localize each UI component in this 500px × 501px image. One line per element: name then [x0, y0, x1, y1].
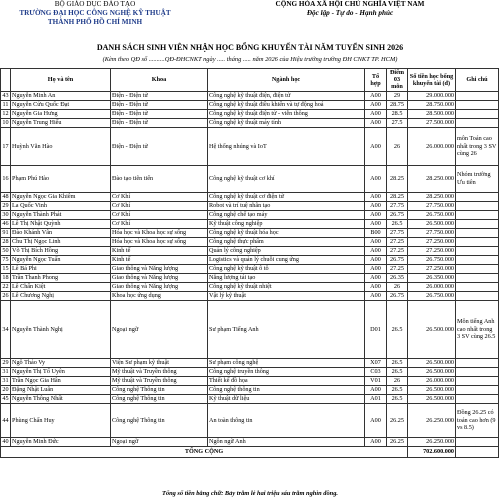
row-name: Chu Thị Ngọc Linh — [11, 237, 111, 246]
row-name: Nguyễn Cửu Quốc Đạt — [11, 100, 111, 109]
row-stt: 46 — [2, 220, 9, 227]
row-group: D01 — [365, 300, 387, 358]
table-row — [1, 291, 499, 300]
country-name: CỘNG HÒA XÃ HỘI CHỦ NGHĨA VIỆT NAM — [275, 0, 425, 8]
row-amount: 29.000.000 — [408, 91, 456, 100]
row-score: 27.75 — [387, 201, 408, 210]
row-major: Thiết kế đồ họa — [208, 376, 365, 385]
row-name: Lê Thị Nhật Quỳnh — [11, 219, 111, 228]
row-stt: 10 — [2, 119, 9, 126]
row-faculty: Viện Sư phạm kỹ thuật — [111, 358, 208, 367]
row-score: 28.25 — [387, 192, 408, 201]
row-stt: 20 — [2, 386, 9, 393]
row-faculty: Ngoại ngữ — [111, 300, 208, 358]
row-note — [456, 376, 499, 385]
row-note — [456, 385, 499, 394]
row-note — [456, 367, 499, 376]
row-note: môn Toán cao nhất trong 3 SV cùng 26 — [456, 127, 499, 165]
row-major: Công nghệ kỹ thuật cơ khí — [208, 165, 365, 192]
row-note — [456, 255, 499, 264]
row-name: Nguyễn Ngọc Tuấn — [11, 255, 111, 264]
table-row — [1, 118, 499, 127]
row-group: V01 — [365, 376, 387, 385]
total-row — [1, 446, 499, 457]
row-major: An toàn thông tin — [208, 403, 365, 437]
row-group: C03 — [365, 367, 387, 376]
row-major: Logistics và quản lý chuỗi cung ứng — [208, 255, 365, 264]
row-stt: 45 — [2, 395, 9, 402]
row-faculty: Hóa học và Khoa học sự sống — [111, 228, 208, 237]
row-name: Nguyễn Thông Nhất — [11, 394, 111, 403]
row-name: Nguyễn Minh Đức — [11, 437, 111, 446]
table-row — [1, 109, 499, 118]
row-stt: 43 — [2, 92, 9, 99]
row-stt: 29 — [2, 202, 9, 209]
national-heading — [250, 0, 450, 18]
row-faculty: Công nghệ Thông tin — [111, 403, 208, 437]
row-name: Nguyễn Gia Hưng — [11, 109, 111, 118]
row-note — [456, 437, 499, 446]
table-row — [1, 376, 499, 385]
row-major: Công nghệ kỹ thuật cơ điện tử — [208, 192, 365, 201]
row-faculty: Ngoại ngữ — [111, 437, 208, 446]
row-major: Công nghệ kỹ thuật điện, điện tử — [208, 91, 365, 100]
row-stt: 75 — [2, 256, 9, 263]
row-faculty: Điện - Điện tử — [111, 118, 208, 127]
table-row — [1, 437, 499, 446]
row-amount: 27.250.000 — [408, 237, 456, 246]
table-row — [1, 385, 499, 394]
row-major: Sư phạm Tiếng Anh — [208, 300, 365, 358]
table-row — [1, 273, 499, 282]
row-faculty: Khoa học ứng dụng — [111, 291, 208, 300]
row-amount: 26.000.000 — [408, 376, 456, 385]
row-note: Môn tiếng Anh cao nhất trong 3 SV cùng 26.5 — [456, 300, 499, 358]
row-stt: 31 — [2, 377, 9, 384]
row-note — [456, 394, 499, 403]
row-name: Đào Khánh Vân — [11, 228, 111, 237]
row-faculty: Giao thông và Năng lượng — [111, 264, 208, 273]
row-name: Lê Chương Nghị — [11, 291, 111, 300]
row-faculty: Công nghệ Thông tin — [111, 385, 208, 394]
document-subtitle: (Kèm theo QĐ số ..........QĐ-ĐHCNKT ngày ..... tháng ..... năm 2026 của Hiệu trưởng trường ĐH CNKT TP. HCM) — [102, 56, 398, 63]
table-row — [1, 255, 499, 264]
row-score: 26.35 — [387, 273, 408, 282]
row-stt: 28 — [2, 238, 9, 245]
row-score: 28.25 — [387, 165, 408, 192]
header-score: Điểm 03 môn — [387, 69, 408, 92]
table-row — [1, 282, 499, 291]
header-name: Họ và tên — [11, 69, 111, 92]
row-group: A00 — [365, 255, 387, 264]
row-score: 26.5 — [387, 385, 408, 394]
row-note — [456, 91, 499, 100]
header-amount: Số tiền học bổng khuyến tài (đ) — [408, 69, 456, 92]
row-score: 26.5 — [387, 367, 408, 376]
row-stt: 91 — [2, 229, 9, 236]
row-faculty: Giao thông và Năng lượng — [111, 282, 208, 291]
issuer-block — [0, 0, 190, 27]
table-row — [1, 358, 499, 367]
row-faculty: Kinh tế — [111, 255, 208, 264]
row-note — [456, 282, 499, 291]
university-name: TRƯỜNG ĐẠI HỌC CÔNG NGHỆ KỸ THUẬT — [19, 9, 171, 17]
row-amount: 27.750.000 — [408, 228, 456, 237]
amount-in-words: Tổng số tiền bằng chữ: Bảy trăm lẻ hai triệu sáu trăm nghìn đồng. — [161, 490, 339, 497]
total-amount: 702.600.000 — [408, 446, 456, 457]
row-name: Nguyễn Trung Hiếu — [11, 118, 111, 127]
row-major: Kỹ thuật dữ liệu — [208, 394, 365, 403]
row-amount: 26.350.000 — [408, 273, 456, 282]
table-row — [1, 165, 499, 192]
row-faculty: Cơ Khí — [111, 219, 208, 228]
row-name: Phạm Phú Hào — [11, 165, 111, 192]
row-score: 27.25 — [387, 264, 408, 273]
header-faculty: Khoa — [111, 69, 208, 92]
row-name: Lê Chấn Kiệt — [11, 282, 111, 291]
total-label: TỔNG CỘNG — [1, 446, 408, 457]
row-name: Nguyễn Thành Nghị — [11, 300, 111, 358]
row-faculty: Đào tạo tiên tiến — [111, 165, 208, 192]
header-major: Ngành học — [208, 69, 365, 92]
row-stt: 26 — [2, 292, 9, 299]
row-name: Lê Bá Phi — [11, 264, 111, 273]
row-amount: 26.500.000 — [408, 394, 456, 403]
row-group: A00 — [365, 291, 387, 300]
row-major: Quản lý công nghiệp — [208, 246, 365, 255]
row-note — [456, 228, 499, 237]
row-amount: 27.250.000 — [408, 264, 456, 273]
total-note — [456, 446, 499, 457]
row-major: Công nghệ kỹ thuật điều khiển và tự động hoá — [208, 100, 365, 109]
row-note — [456, 237, 499, 246]
row-stt: 17 — [1, 127, 11, 165]
row-score: 27.5 — [387, 118, 408, 127]
row-name: Phùng Chấn Huy — [11, 403, 111, 437]
row-name: Ngô Thảo Vy — [11, 358, 111, 367]
national-motto: Độc lập - Tự do - Hạnh phúc — [306, 9, 394, 17]
row-major: Công nghệ thực phẩm — [208, 237, 365, 246]
row-group: A00 — [365, 201, 387, 210]
row-name: Trần Ngọc Gia Hân — [11, 376, 111, 385]
row-faculty: Công nghệ Thông tin — [111, 394, 208, 403]
row-group: A00 — [365, 273, 387, 282]
row-amount: 27.250.000 — [408, 246, 456, 255]
row-group: A00 — [365, 118, 387, 127]
row-name: Nguyễn Ngọc Gia Khiêm — [11, 192, 111, 201]
header-group: Tổ hợp — [365, 69, 387, 92]
row-major: Robot và trí tuệ nhân tạo — [208, 201, 365, 210]
row-note — [456, 291, 499, 300]
table-row — [1, 201, 499, 210]
row-major: Năng lượng tái tạo — [208, 273, 365, 282]
row-amount: 26.500.000 — [408, 367, 456, 376]
row-amount: 26.500.000 — [408, 219, 456, 228]
row-score: 27.25 — [387, 246, 408, 255]
row-group: A00 — [365, 210, 387, 219]
row-amount: 28.250.000 — [408, 165, 456, 192]
row-major: Vật lý kỹ thuật — [208, 291, 365, 300]
row-major: Sư phạm công nghệ — [208, 358, 365, 367]
row-score: 26.5 — [387, 394, 408, 403]
row-group: A00 — [365, 282, 387, 291]
row-group: B00 — [365, 228, 387, 237]
table-row — [1, 91, 499, 100]
row-group: A00 — [365, 127, 387, 165]
row-stt: 16 — [1, 165, 11, 192]
row-major: Kỹ thuật công nghiệp — [208, 219, 365, 228]
row-group: A00 — [365, 237, 387, 246]
row-name: Huỳnh Văn Hào — [11, 127, 111, 165]
row-group: A00 — [365, 192, 387, 201]
row-stt: 29 — [2, 359, 9, 366]
row-group: A00 — [365, 385, 387, 394]
row-amount: 26.500.000 — [408, 358, 456, 367]
row-faculty: Cơ Khí — [111, 210, 208, 219]
row-faculty: Cơ Khí — [111, 201, 208, 210]
header-note: Ghi chú — [456, 69, 499, 92]
table-row — [1, 394, 499, 403]
row-faculty: Điện - Điện tử — [111, 91, 208, 100]
row-stt: 50 — [2, 247, 9, 254]
row-stt: 15 — [2, 265, 9, 272]
row-group: A00 — [365, 403, 387, 437]
row-group: A01 — [365, 394, 387, 403]
scholarship-table — [0, 68, 499, 458]
row-amount: 26.250.000 — [408, 437, 456, 446]
row-group: A00 — [365, 165, 387, 192]
row-stt: 30 — [2, 211, 9, 218]
row-note — [456, 219, 499, 228]
row-score: 26.25 — [387, 437, 408, 446]
row-amount: 26.000.000 — [408, 127, 456, 165]
row-major: Công nghệ kỹ thuật nhiệt — [208, 282, 365, 291]
row-amount: 26.250.000 — [408, 403, 456, 437]
row-score: 26 — [387, 127, 408, 165]
row-score: 26.5 — [387, 219, 408, 228]
ministry-name: BỘ GIÁO DỤC ĐÀO TẠO — [54, 0, 136, 8]
row-score: 28.5 — [387, 109, 408, 118]
row-faculty: Giao thông và Năng lượng — [111, 273, 208, 282]
row-score: 26 — [387, 376, 408, 385]
row-note: Nhóm trường Ưu tiên — [456, 165, 499, 192]
row-name: Nguyễn Thị Tố Uyên — [11, 367, 111, 376]
row-score: 26.25 — [387, 403, 408, 437]
row-stt: 31 — [2, 368, 9, 375]
row-faculty: Mỹ thuật và Truyền thông — [111, 376, 208, 385]
document-title: DANH SÁCH SINH VIÊN NHẬN HỌC BỔNG KHUYẾN TÀI NĂM TUYỂN SINH 2026 — [96, 43, 404, 52]
row-faculty: Điện - Điện tử — [111, 127, 208, 165]
row-name: Nguyễn Thành Phát — [11, 210, 111, 219]
row-score: 27.25 — [387, 237, 408, 246]
row-major: Công nghệ kỹ thuật ô tô — [208, 264, 365, 273]
row-amount: 28.500.000 — [408, 109, 456, 118]
row-faculty: Điện - Điện tử — [111, 100, 208, 109]
row-faculty: Cơ Khí — [111, 192, 208, 201]
table-row — [1, 228, 499, 237]
row-stt: 40 — [2, 438, 9, 445]
row-score: 27.75 — [387, 228, 408, 237]
row-name: Đặng Nhật Luân — [11, 385, 111, 394]
city-name: THÀNH PHỐ HỒ CHÍ MINH — [47, 18, 143, 26]
row-group: A00 — [365, 109, 387, 118]
row-group: A00 — [365, 100, 387, 109]
row-note — [456, 100, 499, 109]
row-stt: 22 — [2, 283, 9, 290]
row-amount: 26.000.000 — [408, 282, 456, 291]
row-major: Công nghệ chế tạo máy — [208, 210, 365, 219]
row-group: A00 — [365, 264, 387, 273]
row-faculty: Kinh tế — [111, 246, 208, 255]
table-row — [1, 219, 499, 228]
row-score: 29 — [387, 91, 408, 100]
row-name: Nguyễn Minh An — [11, 91, 111, 100]
header-stt — [1, 69, 11, 92]
row-group: A00 — [365, 91, 387, 100]
row-major: Công nghệ kỹ thuật hóa học — [208, 228, 365, 237]
table-row — [1, 246, 499, 255]
table-row — [1, 264, 499, 273]
table-row — [1, 300, 499, 358]
row-amount: 26.750.000 — [408, 210, 456, 219]
row-group: A00 — [365, 437, 387, 446]
row-score: 26.75 — [387, 291, 408, 300]
row-amount: 26.500.000 — [408, 385, 456, 394]
row-note: Đồng 26.25 có toán cao hơn (9 vs 8.5) — [456, 403, 499, 437]
row-stt: 18 — [2, 274, 9, 281]
row-amount: 28.750.000 — [408, 100, 456, 109]
table-row — [1, 192, 499, 201]
row-amount: 26.750.000 — [408, 291, 456, 300]
row-faculty: Mỹ thuật và Truyền thông — [111, 367, 208, 376]
row-major: Công nghệ kỹ thuật điện tử - viễn thông — [208, 109, 365, 118]
row-score: 26 — [387, 282, 408, 291]
row-note — [456, 246, 499, 255]
row-note — [456, 264, 499, 273]
row-major: Công nghệ truyền thông — [208, 367, 365, 376]
table-row — [1, 100, 499, 109]
row-score: 28.75 — [387, 100, 408, 109]
row-major: Công nghệ kỹ thuật máy tính — [208, 118, 365, 127]
row-stt: 48 — [2, 193, 9, 200]
row-note — [456, 210, 499, 219]
row-stt: 12 — [2, 110, 9, 117]
table-row — [1, 237, 499, 246]
row-faculty: Hóa học và Khoa học sự sống — [111, 237, 208, 246]
row-stt: 44 — [1, 403, 11, 437]
row-note — [456, 201, 499, 210]
row-major: Ngôn ngữ Anh — [208, 437, 365, 446]
row-score: 26.75 — [387, 255, 408, 264]
row-score: 26.5 — [387, 358, 408, 367]
table-row — [1, 403, 499, 437]
row-group: A00 — [365, 246, 387, 255]
table-header-row — [1, 69, 499, 92]
row-amount: 27.500.000 — [408, 118, 456, 127]
table-row — [1, 210, 499, 219]
row-major: Hệ thống nhúng và IoT — [208, 127, 365, 165]
row-group: X07 — [365, 358, 387, 367]
row-amount: 26.750.000 — [408, 255, 456, 264]
row-faculty: Điện - Điện tử — [111, 109, 208, 118]
row-note — [456, 109, 499, 118]
row-score: 26.75 — [387, 210, 408, 219]
row-amount: 27.750.000 — [408, 201, 456, 210]
row-note — [456, 273, 499, 282]
row-name: La Quốc Vinh — [11, 201, 111, 210]
row-note — [456, 192, 499, 201]
row-stt: 34 — [1, 300, 11, 358]
row-score: 26.5 — [387, 300, 408, 358]
row-amount: 26.500.000 — [408, 300, 456, 358]
row-name: Võ Thị Bích Hồng — [11, 246, 111, 255]
row-name: Trần Thanh Phong — [11, 273, 111, 282]
row-note — [456, 118, 499, 127]
row-stt: 11 — [1, 100, 11, 109]
table-row — [1, 127, 499, 165]
row-amount: 28.250.000 — [408, 192, 456, 201]
row-major: Công nghệ thông tin — [208, 385, 365, 394]
row-note — [456, 358, 499, 367]
table-row — [1, 367, 499, 376]
row-group: A00 — [365, 219, 387, 228]
